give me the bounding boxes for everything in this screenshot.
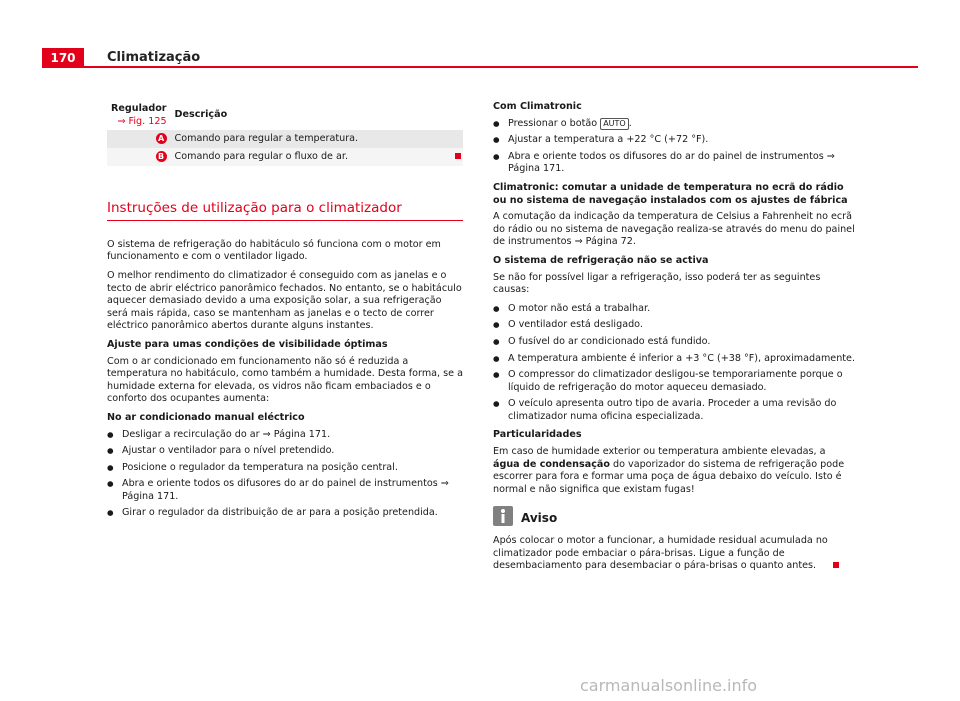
- paragraph: O sistema de refrigeração do habitáculo só funciona com o motor em funcionamento e com o ventilador ligado.: [107, 238, 441, 263]
- callout-b-badge: B: [156, 151, 167, 162]
- watermark: carmanualsonline.info: [580, 676, 758, 695]
- table-cell-description: Comando para regular a temperatura.: [171, 130, 463, 148]
- col-header-regulator: [107, 101, 171, 130]
- paragraph: [493, 446, 855, 496]
- paragraph: Se não for possível ligar a refrigeração, isso poderá ter as seguintes causas:: [493, 271, 821, 296]
- col-header-regulator-label: Regulador: [111, 103, 167, 114]
- list-item: [493, 118, 855, 131]
- table-cell-description-text: Comando para regular o fluxo de ar.: [174, 150, 348, 162]
- list-item: ● O motor não está a trabalhar.: [493, 303, 855, 316]
- paragraph: O melhor rendimento do climatizador é conseguido com as janelas e o tecto de abrir eléctrico panorâmico fechados. No entanto, se o habitáculo aquecer demasiado devido a uma exposição solar, a sua refrigeração será mais rápida, caso se mantenham as janelas e o tecto de correr eléctrico panorâmico abertos durante alguns instantes.: [107, 269, 462, 332]
- subheading: Particularidades: [493, 429, 582, 441]
- list-item: ● Desligar a recirculação do ar ⇒ Página 171.: [107, 429, 463, 442]
- paragraph-text: do vaporizador do sistema de refrigeração pode escorrer para fora e formar uma poça de água debaixo do veículo. Isto é normal e não significa que existam fugas!: [493, 458, 845, 495]
- table-cell-description: [171, 148, 463, 166]
- subheading: No ar condicionado manual eléctrico: [107, 411, 305, 423]
- notice-header: [493, 506, 855, 531]
- subheading: Com Climatronic: [493, 101, 582, 112]
- cause-list: [493, 303, 855, 424]
- end-marker-icon: [455, 153, 461, 159]
- list-item-text: Pressionar o botão: [508, 117, 598, 129]
- paragraph: A comutação da indicação da temperatura de Celsius a Fahrenheit no ecrã do rádio ou no sistema de navegação realiza-se através do menu do painel de instrumentos ⇒ Página 72.: [493, 211, 855, 248]
- list-item: ● Abra e oriente todos os difusores do ar do painel de instrumentos ⇒ Página 171.: [493, 151, 855, 176]
- list-item: ● O compressor do climatizador desligou-se temporariamente porque o líquido de refrigeração do motor aqueceu demasiado.: [493, 369, 855, 394]
- paragraph-bold-text: água de condensação: [493, 458, 610, 470]
- list-item: ● A temperatura ambiente é inferior a +3 °C (+38 °F), aproximadamente.: [493, 353, 855, 366]
- table-header: [107, 101, 463, 130]
- end-marker-icon: [833, 562, 839, 568]
- subheading: Ajuste para umas condições de visibilidade óptimas: [107, 338, 388, 350]
- paragraph-text: Em caso de humidade exterior ou temperatura ambiente elevadas, a: [493, 446, 826, 458]
- list-item: ● Posicione o regulador da temperatura na posição central.: [107, 462, 463, 475]
- subheading: Climatronic: comutar a unidade de temperatura no ecrã do rádio ou no sistema de navegação instalados com os ajustes de fábrica: [493, 181, 848, 206]
- callout-a-badge: A: [156, 133, 167, 144]
- list-item-text-suffix: .: [628, 117, 632, 129]
- figure-reference-link[interactable]: ⇒ Fig. 125: [117, 115, 167, 127]
- col-header-description: Descrição: [171, 101, 463, 130]
- chapter-title: Climatização: [107, 50, 201, 65]
- instruction-list: [107, 429, 463, 521]
- notice-title: Aviso: [521, 511, 558, 526]
- section-title: Instruções de utilização para o climatizador: [107, 202, 463, 221]
- paragraph: Com o ar condicionado em funcionamento não só é reduzida a temperatura no habitáculo, como também a humidade. Desta forma, se a humidade externa for elevada, os vidros não ficam embaciados e o conforto dos ocupantes aumenta:: [107, 355, 463, 405]
- list-item: ● O veículo apresenta outro tipo de avaria. Proceder a uma revisão do climatizador numa oficina especializada.: [493, 398, 855, 423]
- notice-icon: [493, 506, 513, 531]
- list-item: ● Ajustar a temperatura a +22 °C (+72 °F).: [493, 134, 855, 147]
- subheading: O sistema de refrigeração não se activa: [493, 254, 709, 266]
- header-rule: [42, 66, 918, 68]
- page-number: 170: [42, 48, 84, 67]
- notice-text-body: Após colocar o motor a funcionar, a humidade residual acumulada no climatizador pode embaciar o pára-brisas. Ligue a função de desembaciamento para desembaciar o pára-brisas o quanto antes.: [493, 535, 828, 572]
- list-item: ● Abra e oriente todos os difusores do ar do painel de instrumentos ⇒ Página 171.: [107, 478, 463, 503]
- list-item: ● Ajustar o ventilador para o nível pretendido.: [107, 445, 463, 458]
- notice-text: [493, 535, 855, 573]
- list-item: ● Girar o regulador da distribuição de ar para a posição pretendida.: [107, 507, 463, 520]
- right-column: [493, 101, 855, 579]
- list-item: ● O ventilador está desligado.: [493, 319, 855, 332]
- auto-key: AUTO: [600, 118, 629, 130]
- table-row: [107, 130, 463, 148]
- left-column: [107, 101, 463, 526]
- table-row: [107, 148, 463, 166]
- regulator-table: [107, 101, 463, 166]
- list-item: ● O fusível do ar condicionado está fundido.: [493, 336, 855, 349]
- instruction-list: [493, 118, 855, 176]
